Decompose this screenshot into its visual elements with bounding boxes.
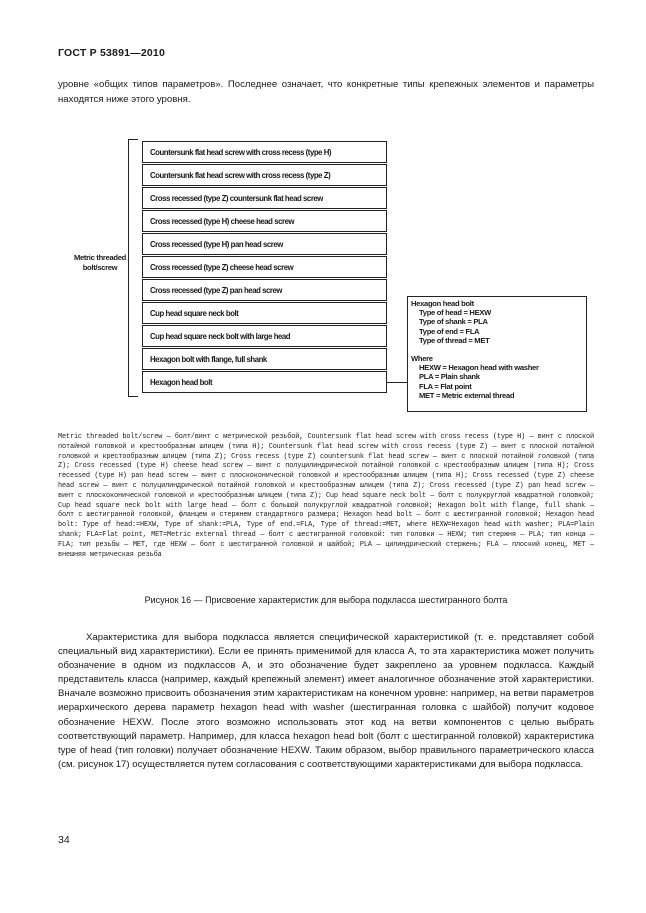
class-box: Cross recessed (type Z) countersunk flat head screw — [142, 187, 387, 209]
class-box: Countersunk flat head screw with cross recess (type H) — [142, 141, 387, 163]
class-box: Cross recessed (type H) cheese head screw — [142, 210, 387, 232]
detail-def: FLA = Flat point — [419, 381, 472, 391]
class-box: Cross recessed (type Z) cheese head screw — [142, 256, 387, 278]
detail-def: HEXW = Hexagon head with washer — [419, 363, 539, 373]
page-number: 34 — [58, 834, 70, 846]
detail-prop: Type of thread = MET — [419, 335, 490, 345]
detail-title: Hexagon head bolt — [411, 299, 474, 308]
group-label: Metric threaded bolt/screw — [73, 253, 127, 272]
class-box: Cross recessed (type Z) pan head screw — [142, 279, 387, 301]
class-box: Cup head square neck bolt with large head — [142, 325, 387, 347]
figure-16 — [0, 0, 646, 420]
detail-box — [407, 296, 587, 412]
where-label: Where — [411, 354, 433, 364]
detail-def: PLA = Plain shank — [419, 372, 480, 382]
connector-line — [387, 382, 407, 383]
class-box: Cup head square neck bolt — [142, 302, 387, 324]
figure-legend: Metric threaded bolt/screw — болт/винт с метрической резьбой, Countersunk flat head screw with cross recess (type H) — винт с плоской потайной головкой и крестообразным шлицем (типа H); Countersunk flat head screw with cross recess (type Z) — винт с плоской потайной головкой и крестообразным шлицем (типа Z); Cross recess (type Z) countersunk flat head screw — винт с плоской потайной головкой (типа Z); Cross recessed (type H) cheese head screw — винт с полуцилиндрической потайной головкой с крестообразным шлицем (типа H); Cross recessed (type H) pan head screw — винт с плоскоконической головкой и крестообразным шлицем (типа H); Cross recessed (type Z) cheese head screw — винт с полуцилиндрической потайной головкой и крестообразным шлицем (типа Z); Cross recessed (type Z) pan head screw — винт с плоскоконической головкой и крестообразным шлицем (типа Z); Cup head square neck bolt — болт с полукруглой квадратной головкой; Cup head square neck bolt with large head — болт с большой полукруглой квадратной головкой; Hexagon bolt with flange, full shank — болт с шестигранной головкой, фланцем и стержнем стандартного размера; Hexagon head bolt — болт с шестигранной головкой; Hexagon head bolt: Type of head:=HEXW, Type of shank:=PLA, Type of end.=FLA, Type of thread:=MET, where HEXW=Hexagon head with washer; PLA=Plain shank; FLA=Flat point, MET=Metric external thread — болт с шестигранной головкой: тип головки — HEXW; тип стержня — PLA; тип конца — FLA; тип резьбы — MET, где HEXW — болт с шестигранной головкой и шайбой; PLA — цилиндрический стержень; FLA — плоский конец, MET — внешняя метрическая резьба — [58, 433, 594, 559]
class-box: Cross recessed (type H) pan head screw — [142, 233, 387, 255]
detail-def: MET = Metric external thread — [419, 390, 515, 400]
detail-prop: Type of end = FLA — [419, 326, 480, 336]
figure-caption: Рисунок 16 — Присвоение характеристик для выбора подкласса шестигранного болта — [144, 595, 508, 605]
detail-prop: Type of shank = PLA — [419, 317, 488, 327]
class-box: Countersunk flat head screw with cross recess (type Z) — [142, 164, 387, 186]
body-paragraph: Характеристика для выбора подкласса является специфической характеристикой (т. е. представляет собой специальный вид характеристики). Если ее принять применимой для класса А, то эта характеристика может получить обозначение в одном из подклассов А, и это обозначение будет закреплено за уровнем подкласса. Каждый представитель класса (например, каждый крепежный элемент) имеет аналогичное обозначение этой характеристики. Вначале возможно присвоить обозначения этим характеристикам на конечном уровне: например, на ветви параметров иерархического дерева параметр hexagon head with washer (шестигранная головка с шайбой) получит кодовое обозначение HEXW. После этого возможно использовать этот код на ветви компонентов с целью выбрать соответствующий параметр. Например, для класса hexagon head bolt (болт с шестигранной головкой) характеристика type of head (тип головки) получает обозначение HEXW. Таким образом, выбор правильного параметрического класса (см. рисунок 17) осуществляется путем согласования с соответствующими характеристиками для выбора подкласса. — [58, 632, 594, 770]
class-box-hexagon-head-bolt: Hexagon head bolt — [142, 371, 387, 393]
class-box: Hexagon bolt with flange, full shank — [142, 348, 387, 370]
detail-prop: Type of head = HEXW — [419, 308, 492, 318]
document-header: ГОСТ Р 53891—2010 — [58, 47, 166, 59]
intro-paragraph: уровне «общих типов параметров». Последнее означает, что конкретные типы крепежных элементов и параметры находятся ниже этого уровня. — [58, 79, 594, 105]
